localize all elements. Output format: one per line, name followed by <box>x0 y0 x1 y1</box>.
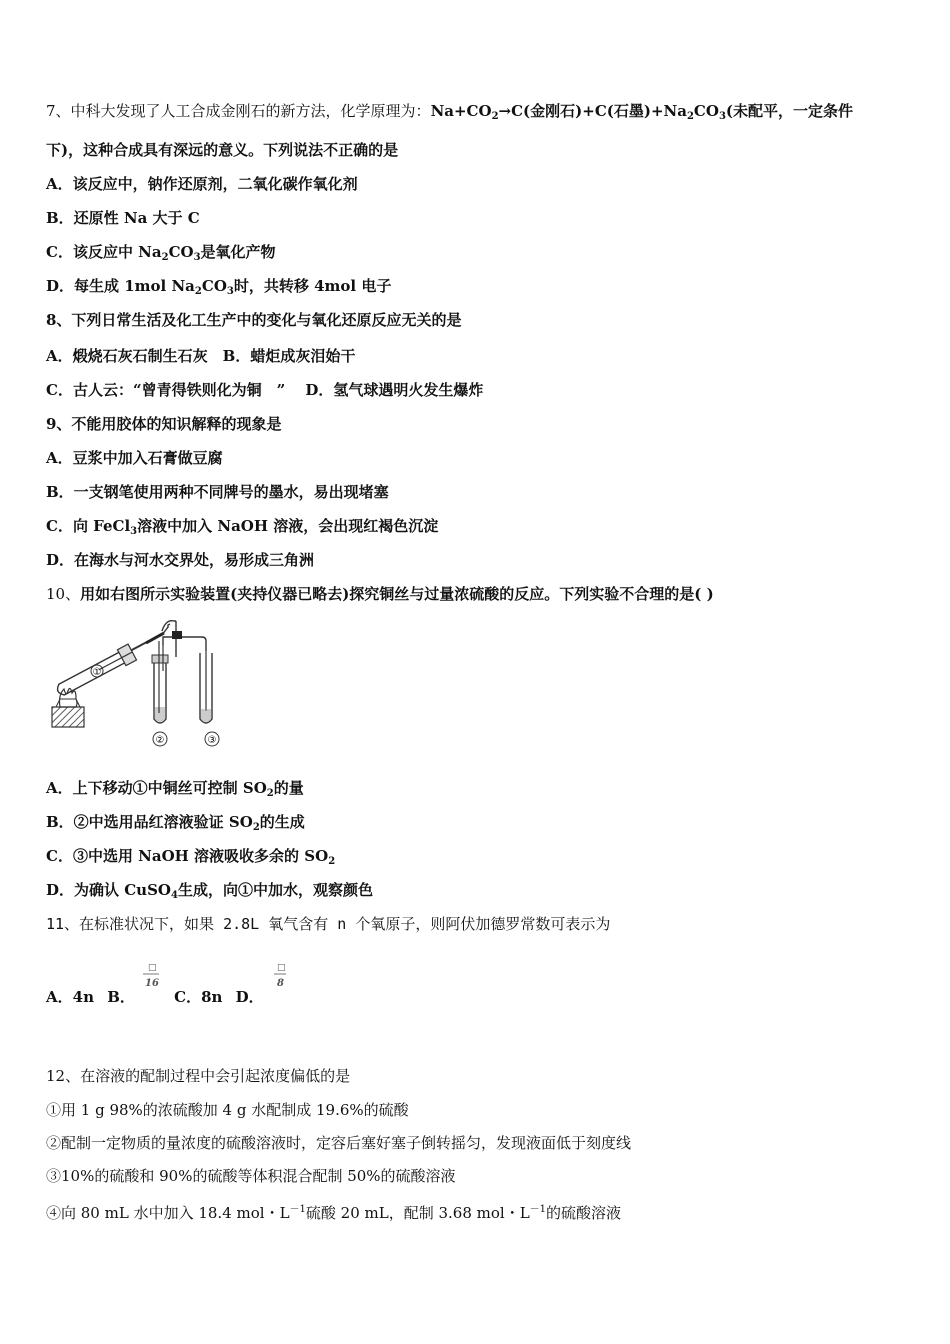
q12-item-2: ②配制一定物质的量浓度的硫酸溶液时，定容后塞好塞子倒转摇匀，发现液面低于刻度线 <box>46 1134 632 1152</box>
q10-option-a-sub: 2 <box>266 788 274 799</box>
q11-option-b: B． <box>107 988 135 1006</box>
q12-item-4-sup1: －1 <box>289 1204 306 1215</box>
q7-option-c-sub1: 2 <box>161 252 169 263</box>
q10-option-b-part-a: B．②中选用品红溶液验证 SO <box>46 813 253 831</box>
q7-formula-sub2: 2 <box>686 111 694 122</box>
q9-option-c-part-a: C．向 FeCl <box>46 517 131 535</box>
q10-stem <box>46 584 714 604</box>
q9-option-a: A．豆浆中加入石膏做豆腐 <box>46 449 223 467</box>
q10-option-b-part-b: 的生成 <box>259 813 305 831</box>
q7-option-d-part-a: D．每生成 1mol Na <box>46 277 195 295</box>
q10-option-a-part-b: 的量 <box>273 779 304 797</box>
q11-fraction-b-denominator: 16 <box>144 978 159 989</box>
q7-formula-sub3: 3 <box>718 111 726 122</box>
q7-formula-sub1: 2 <box>491 111 499 122</box>
clamp-icon <box>172 631 182 639</box>
q12-item-1: ①用 1 g 98%的浓硫酸加 4 g 水配制成 19.6%的硫酸 <box>46 1101 409 1119</box>
q7-stem-text: 中科大发现了人工合成金刚石的新方法，化学原理为： <box>70 102 431 120</box>
q12-item-4-part-a: ④向 80 mL 水中加入 18.4 mol・L <box>46 1204 290 1222</box>
q9-option-c-part-b: 溶液中加入 NaOH 溶液，会出现红褐色沉淀 <box>137 517 439 535</box>
q12-item-4 <box>46 1200 621 1223</box>
q7-option-b: B．还原性 Na 大于 C <box>46 209 200 227</box>
rod-icon <box>146 633 164 643</box>
q11-option-d: D． <box>235 988 264 1006</box>
q11-stem: 11、在标准状况下，如果 2.8L 氧气含有 n 个氧原子，则阿伏加德罗常数可表示为 <box>46 915 611 933</box>
q11-fraction-d-numerator: □ <box>276 963 286 973</box>
q7-option-d-sub2: 3 <box>226 286 234 297</box>
q10-option-c-sub: 2 <box>328 856 336 867</box>
q11-options <box>46 960 298 1015</box>
q11-option-a: A．4n <box>46 988 94 1006</box>
q7-option-c-part-b: CO <box>168 243 194 261</box>
q7-stem-tail: (未配平，一定条件 <box>725 102 854 120</box>
q10-option-b-sub: 2 <box>252 822 260 833</box>
q7-number: 7、 <box>46 102 71 120</box>
q8-options-ab: A．煅烧石灰石制生石灰 B．蜡炬成灰泪始干 <box>46 347 356 365</box>
q7-option-d <box>46 276 391 302</box>
q12-stem: 12、在溶液的配制过程中会引起浓度偏低的是 <box>46 1067 351 1085</box>
q7-formula-part-b: →C(金刚石)+C(石墨)+Na <box>498 102 687 120</box>
q7-stem-line1 <box>46 101 853 127</box>
connecting-tube <box>162 621 176 631</box>
q12-item-3: ③10%的硫酸和 90%的硫酸等体积混合配制 50%的硫酸溶液 <box>46 1167 456 1185</box>
q12-item-4-part-c: 的硫酸溶液 <box>546 1204 622 1222</box>
q12-item-4-sup2: －1 <box>529 1204 547 1215</box>
q9-option-c <box>46 516 438 542</box>
flame-icon <box>60 688 78 707</box>
q9-option-d: D．在海水与河水交界处，易形成三角洲 <box>46 551 315 569</box>
q11-fraction-b <box>139 960 165 996</box>
q7-option-d-sub1: 2 <box>194 286 202 297</box>
q10-option-a <box>46 778 304 804</box>
q7-formula-part-a: Na+CO <box>430 102 492 120</box>
q11-option-c: C．8n <box>174 988 223 1006</box>
q10-option-d-part-b: 生成，向①中加水，观察颜色 <box>177 881 373 899</box>
q7-option-c-part-c: 是氧化产物 <box>200 243 276 261</box>
label-2: ② <box>155 735 165 746</box>
label-1: ① <box>92 667 102 678</box>
q11-fraction-d <box>268 960 294 996</box>
q7-option-c-sub2: 3 <box>193 252 201 263</box>
label-3: ③ <box>207 735 217 746</box>
q10-option-a-part-a: A．上下移动①中铜丝可控制 SO <box>46 779 267 797</box>
q10-option-b <box>46 812 305 838</box>
q8-stem: 8、下列日常生活及化工生产中的变化与氧化还原反应无关的是 <box>46 311 462 329</box>
q11-fraction-d-denominator: 8 <box>276 978 284 989</box>
q7-option-c <box>46 242 276 268</box>
q11-fraction-b-numerator: □ <box>147 963 157 973</box>
apparatus-diagram <box>46 615 236 750</box>
q7-option-d-part-c: 时，共转移 4mol 电子 <box>233 277 392 295</box>
q10-option-d-part-a: D．为确认 CuSO <box>46 881 171 899</box>
q7-option-d-part-b: CO <box>201 277 227 295</box>
q9-option-b: B．一支钢笔使用两种不同牌号的墨水，易出现堵塞 <box>46 483 389 501</box>
q12-item-4-part-b: 硫酸 20 mL，配制 3.68 mol・L <box>305 1204 530 1222</box>
q10-option-d-sub: 4 <box>170 890 178 901</box>
q7-formula <box>431 102 726 120</box>
q7-option-a: A．该反应中，钠作还原剂，二氧化碳作氧化剂 <box>46 175 358 193</box>
q9-stem: 9、不能用胶体的知识解释的现象是 <box>46 415 282 433</box>
q7-formula-part-c: CO <box>693 102 719 120</box>
q7-stem-line2: 下)，这种合成具有深远的意义。下列说法不正确的是 <box>46 141 399 159</box>
q10-option-c-part-a: C．③中选用 NaOH 溶液吸收多余的 SO <box>46 847 329 865</box>
stopper-2 <box>152 655 168 663</box>
q7-option-c-part-a: C．该反应中 Na <box>46 243 162 261</box>
q9-option-c-sub: 3 <box>130 526 138 537</box>
q10-option-c <box>46 846 335 872</box>
q10-option-d <box>46 880 373 906</box>
hatched-stand <box>52 707 84 727</box>
q8-options-cd: C．古人云：“曾青得铁则化为铜 ” D．氢气球遇明火发生爆炸 <box>46 381 484 399</box>
q10-number: 10、 <box>46 585 81 603</box>
q10-stem-text: 用如右图所示实验装置(夹持仪器已略去)探究铜丝与过量浓硫酸的反应。下列实验不合理的是( ) <box>80 585 714 603</box>
